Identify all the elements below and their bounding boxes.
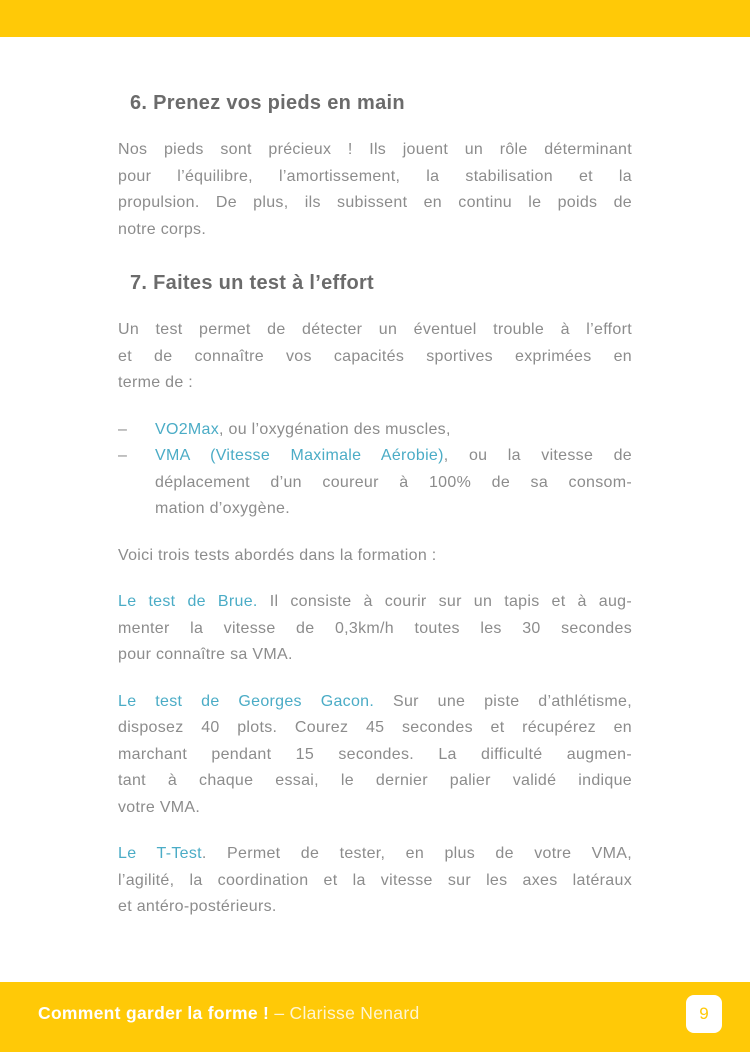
link-t-test[interactable]: Le T-Test (118, 845, 202, 862)
list-dash-marker: – (118, 447, 127, 464)
text-line (118, 894, 632, 921)
text-line (118, 137, 632, 164)
body-text: pour connaître sa VMA. (118, 646, 293, 663)
text-line (155, 470, 632, 497)
text-line (155, 417, 632, 444)
text-line (118, 317, 632, 344)
body-text: mation d’oxygène. (155, 500, 290, 517)
paragraph (118, 137, 632, 243)
body-text: terme de : (118, 374, 194, 391)
body-text: , ou la vitesse de (443, 447, 632, 464)
text-line (118, 768, 632, 795)
paragraph (118, 543, 632, 570)
footer-bar (0, 982, 750, 1052)
body-text: notre corps. (118, 220, 207, 238)
text-line (118, 217, 632, 244)
paragraph (118, 689, 632, 822)
link-test-brue[interactable]: Le test de Brue. (118, 593, 258, 610)
top-accent-bar (0, 0, 750, 37)
text-line (118, 689, 632, 716)
text-line (118, 715, 632, 742)
body-text: Voici trois tests abordés dans la formation : (118, 546, 437, 564)
body-text: et antéro-postérieurs. (118, 898, 277, 915)
body-text: déplacement d’un coureur à 100% de sa consom- (155, 473, 632, 491)
list-dash-marker: – (118, 420, 127, 438)
text-line (118, 841, 632, 868)
text-line (155, 496, 632, 523)
text-line (155, 443, 632, 470)
body-text: votre VMA. (118, 798, 201, 816)
body-text: et de connaître vos capacités sportives exprimées en (118, 347, 632, 365)
body-text: , ou l’oxygénation des muscles, (219, 420, 451, 438)
list-item (118, 443, 632, 523)
body-text: disposez 40 plots. Courez 45 secondes et récupérez en (118, 719, 632, 736)
list-item-text (155, 443, 632, 523)
body-text: propulsion. De plus, ils subissent en continu le poids de (118, 194, 632, 211)
section-7-heading: 7. Faites un test à l’effort (130, 272, 375, 294)
text-line (118, 642, 632, 669)
text-line (118, 543, 632, 570)
section-6-heading: 6. Prenez vos pieds en main (130, 92, 405, 114)
list-item (118, 417, 632, 444)
body-text: tant à chaque essai, le dernier palier validé indique (118, 772, 632, 789)
page-number: 9 (699, 1004, 709, 1023)
link-test-gacon[interactable]: Le test de Georges Gacon. (118, 692, 375, 710)
content (118, 37, 632, 921)
paragraph (118, 317, 632, 397)
text-line (118, 795, 632, 822)
body-text: Nos pieds sont précieux ! Ils jouent un rôle déterminant (118, 141, 632, 158)
body-text: Sur une piste d’athlétisme, (374, 692, 632, 710)
page-number-badge (686, 995, 722, 1033)
body-text: l’agilité, la coordination et la vitesse sur les axes latéraux (118, 871, 632, 889)
text-line (118, 344, 632, 371)
body-text: Il consiste à courir sur un tapis et à aug- (257, 593, 633, 610)
list-item-text (155, 417, 632, 444)
paragraph (118, 841, 632, 921)
link-vma[interactable]: VMA (Vitesse Maximale Aérobie) (155, 447, 444, 464)
text-line (118, 589, 632, 616)
body-text: menter la vitesse de 0,3km/h toutes les 30 secondes (118, 619, 632, 637)
paragraph (118, 589, 632, 669)
text-line (118, 370, 632, 397)
body-text: pour l’équilibre, l’amortissement, la stabilisation et la (118, 167, 632, 185)
text-line (118, 164, 632, 191)
text-line (118, 190, 632, 217)
text-line (118, 868, 632, 895)
footer-author: – Clarisse Nenard (269, 1003, 420, 1023)
body-text: Un test permet de détecter un éventuel trouble à l’effort (118, 321, 632, 338)
body-text: . Permet de tester, en plus de votre VMA, (201, 845, 632, 862)
footer-book-title: Comment garder la forme ! (38, 1003, 270, 1023)
body-text: marchant pendant 15 secondes. La difficulté augmen- (118, 745, 632, 763)
footer-text (38, 1003, 419, 1024)
text-line (118, 742, 632, 769)
bullet-list (118, 417, 632, 523)
link-vo2max[interactable]: VO2Max (155, 420, 220, 438)
text-line (118, 616, 632, 643)
